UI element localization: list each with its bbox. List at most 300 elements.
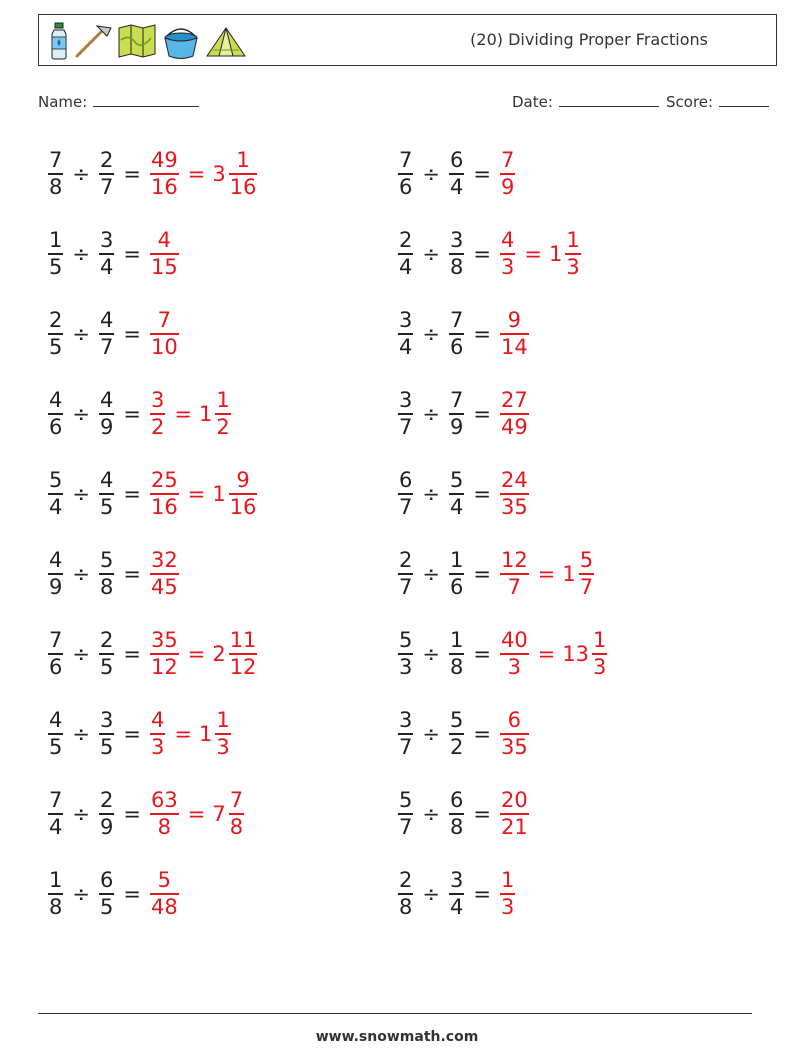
numerator: 7 bbox=[229, 788, 244, 813]
numerator: 5 bbox=[99, 548, 114, 573]
numerator: 6 bbox=[507, 708, 522, 733]
denominator: 5 bbox=[99, 494, 114, 519]
denominator: 3 bbox=[216, 734, 230, 759]
mixed-fraction-part bbox=[229, 630, 258, 678]
denominator: 16 bbox=[150, 174, 178, 199]
denominator: 16 bbox=[150, 494, 178, 519]
divisor-fraction bbox=[99, 710, 114, 758]
dividend-fraction bbox=[48, 630, 63, 678]
denominator: 5 bbox=[49, 734, 63, 759]
answer bbox=[498, 790, 531, 838]
dividend-fraction bbox=[398, 470, 413, 518]
divisor-fraction bbox=[99, 870, 114, 918]
numerator: 5 bbox=[157, 868, 172, 893]
numerator: 2 bbox=[399, 548, 413, 573]
equals-sign: = bbox=[123, 562, 141, 586]
problem-right-5 bbox=[396, 462, 531, 526]
denominator: 7 bbox=[399, 414, 413, 439]
numerator: 1 bbox=[236, 148, 250, 173]
date-label: Date: bbox=[512, 93, 553, 111]
divisor-fraction bbox=[449, 710, 464, 758]
numerator: 3 bbox=[399, 388, 413, 413]
equals-sign: = bbox=[123, 322, 141, 346]
numerator: 4 bbox=[99, 308, 114, 333]
footer-website: www.snowmath.com bbox=[315, 1029, 479, 1045]
numerator: 25 bbox=[150, 468, 178, 493]
equals-sign: = bbox=[473, 162, 491, 186]
equals-sign: = bbox=[537, 562, 556, 586]
divisor-fraction bbox=[449, 390, 464, 438]
tent-icon bbox=[205, 22, 247, 60]
divisor-fraction bbox=[449, 630, 464, 678]
answer bbox=[498, 470, 531, 518]
dividend-fraction bbox=[48, 310, 63, 358]
problem-left-5 bbox=[46, 462, 259, 526]
mixed-whole: 1 bbox=[198, 402, 213, 426]
numerator: 5 bbox=[49, 468, 63, 493]
answer bbox=[148, 550, 181, 598]
answer-fraction bbox=[150, 470, 179, 518]
mixed-fraction-part bbox=[565, 230, 580, 278]
numerator: 40 bbox=[500, 628, 528, 653]
dividend-fraction bbox=[398, 230, 413, 278]
answer bbox=[148, 710, 233, 758]
answer bbox=[148, 470, 259, 518]
divide-sign: ÷ bbox=[422, 402, 440, 426]
divisor-fraction bbox=[99, 310, 114, 358]
divide-sign: ÷ bbox=[422, 882, 440, 906]
equals-sign: = bbox=[473, 402, 491, 426]
divide-sign: ÷ bbox=[72, 802, 90, 826]
denominator: 5 bbox=[99, 894, 114, 919]
numerator: 4 bbox=[49, 708, 63, 733]
mixed-whole: 1 bbox=[548, 242, 563, 266]
equals-sign: = bbox=[537, 642, 556, 666]
equals-sign: = bbox=[473, 882, 491, 906]
denominator: 9 bbox=[500, 174, 515, 199]
denominator: 9 bbox=[99, 414, 114, 439]
answer-fraction bbox=[500, 550, 529, 598]
denominator: 6 bbox=[449, 334, 464, 359]
numerator: 11 bbox=[229, 628, 257, 653]
numerator: 7 bbox=[500, 148, 515, 173]
equals-sign: = bbox=[187, 482, 206, 506]
numerator: 1 bbox=[216, 708, 230, 733]
numerator: 5 bbox=[579, 548, 594, 573]
answer bbox=[498, 870, 517, 918]
divisor-fraction bbox=[99, 790, 114, 838]
divide-sign: ÷ bbox=[72, 482, 90, 506]
axe-icon bbox=[73, 22, 113, 60]
divide-sign: ÷ bbox=[72, 322, 90, 346]
answer bbox=[148, 150, 259, 198]
numerator: 4 bbox=[500, 228, 515, 253]
denominator: 35 bbox=[500, 734, 528, 759]
numerator: 3 bbox=[99, 228, 114, 253]
denominator: 14 bbox=[500, 334, 528, 359]
denominator: 2 bbox=[449, 734, 464, 759]
numerator: 6 bbox=[399, 468, 413, 493]
dividend-fraction bbox=[398, 390, 413, 438]
name-label: Name: bbox=[38, 93, 88, 111]
numerator: 1 bbox=[593, 628, 607, 653]
denominator: 12 bbox=[150, 654, 178, 679]
answer-fraction bbox=[150, 310, 179, 358]
dividend-fraction bbox=[398, 870, 413, 918]
numerator: 4 bbox=[150, 708, 165, 733]
answer-fraction bbox=[500, 390, 529, 438]
dividend-fraction bbox=[398, 710, 413, 758]
answer-fraction bbox=[500, 150, 515, 198]
problem-left-2 bbox=[46, 222, 181, 286]
numerator: 4 bbox=[157, 228, 172, 253]
answer bbox=[498, 630, 609, 678]
numerator: 7 bbox=[49, 148, 63, 173]
dividend-fraction bbox=[398, 310, 413, 358]
equals-sign: = bbox=[174, 722, 192, 746]
answer bbox=[148, 230, 181, 278]
problem-right-1 bbox=[396, 142, 517, 206]
answer bbox=[148, 630, 259, 678]
denominator: 9 bbox=[49, 574, 63, 599]
mixed-fraction-part bbox=[229, 790, 244, 838]
denominator: 7 bbox=[99, 334, 114, 359]
numerator: 6 bbox=[449, 148, 464, 173]
mixed-fraction-part bbox=[229, 150, 258, 198]
water-bottle-icon bbox=[49, 22, 69, 60]
answer-fraction bbox=[150, 790, 179, 838]
numerator: 9 bbox=[507, 308, 522, 333]
numerator: 5 bbox=[399, 628, 413, 653]
answer-fraction bbox=[500, 790, 529, 838]
denominator: 4 bbox=[49, 814, 63, 839]
numerator: 24 bbox=[500, 468, 528, 493]
dividend-fraction bbox=[48, 390, 63, 438]
divide-sign: ÷ bbox=[422, 562, 440, 586]
divisor-fraction bbox=[99, 470, 114, 518]
denominator: 5 bbox=[49, 334, 63, 359]
denominator: 3 bbox=[500, 894, 515, 919]
mixed-whole: 1 bbox=[198, 722, 213, 746]
problem-right-7 bbox=[396, 622, 609, 686]
answer bbox=[498, 310, 531, 358]
answer bbox=[148, 870, 181, 918]
equals-sign: = bbox=[473, 322, 491, 346]
denominator: 7 bbox=[99, 174, 114, 199]
numerator: 49 bbox=[150, 148, 178, 173]
numerator: 2 bbox=[99, 628, 114, 653]
divide-sign: ÷ bbox=[422, 162, 440, 186]
denominator: 8 bbox=[449, 654, 464, 679]
denominator: 7 bbox=[507, 574, 522, 599]
score-field bbox=[666, 92, 769, 111]
equals-sign: = bbox=[187, 642, 206, 666]
denominator: 16 bbox=[229, 494, 257, 519]
numerator: 3 bbox=[449, 228, 464, 253]
problem-right-4 bbox=[396, 382, 531, 446]
numerator: 2 bbox=[399, 868, 413, 893]
denominator: 6 bbox=[49, 654, 63, 679]
answer bbox=[498, 710, 531, 758]
problem-left-3 bbox=[46, 302, 181, 366]
answer-fraction bbox=[150, 230, 179, 278]
equals-sign: = bbox=[123, 402, 141, 426]
mixed-whole: 2 bbox=[212, 642, 226, 666]
divisor-fraction bbox=[449, 150, 464, 198]
numerator: 7 bbox=[49, 788, 63, 813]
denominator: 10 bbox=[150, 334, 178, 359]
numerator: 1 bbox=[449, 628, 464, 653]
equals-sign: = bbox=[473, 802, 491, 826]
dividend-fraction bbox=[398, 790, 413, 838]
equals-sign: = bbox=[473, 482, 491, 506]
denominator: 2 bbox=[216, 414, 230, 439]
denominator: 8 bbox=[157, 814, 172, 839]
denominator: 5 bbox=[99, 654, 114, 679]
denominator: 8 bbox=[49, 174, 63, 199]
denominator: 4 bbox=[99, 254, 114, 279]
name-blank[interactable] bbox=[93, 92, 199, 107]
denominator: 8 bbox=[399, 894, 413, 919]
denominator: 2 bbox=[150, 414, 165, 439]
divide-sign: ÷ bbox=[422, 642, 440, 666]
denominator: 8 bbox=[449, 814, 464, 839]
answer-fraction bbox=[150, 550, 179, 598]
problem-right-6 bbox=[396, 542, 596, 606]
equals-sign: = bbox=[473, 722, 491, 746]
worksheet-header bbox=[38, 14, 777, 66]
problem-left-6 bbox=[46, 542, 181, 606]
numerator: 5 bbox=[449, 468, 464, 493]
denominator: 8 bbox=[99, 574, 114, 599]
divide-sign: ÷ bbox=[72, 242, 90, 266]
answer-fraction bbox=[150, 630, 179, 678]
divisor-fraction bbox=[99, 150, 114, 198]
numerator: 6 bbox=[449, 788, 464, 813]
denominator: 6 bbox=[449, 574, 464, 599]
numerator: 3 bbox=[399, 708, 413, 733]
numerator: 7 bbox=[449, 388, 464, 413]
problem-left-7 bbox=[46, 622, 259, 686]
numerator: 2 bbox=[99, 788, 114, 813]
score-blank[interactable] bbox=[719, 92, 769, 107]
divide-sign: ÷ bbox=[422, 802, 440, 826]
bucket-icon bbox=[161, 22, 201, 60]
denominator: 3 bbox=[593, 654, 607, 679]
denominator: 4 bbox=[449, 494, 464, 519]
equals-sign: = bbox=[524, 242, 542, 266]
denominator: 49 bbox=[500, 414, 528, 439]
divide-sign: ÷ bbox=[422, 322, 440, 346]
equals-sign: = bbox=[123, 242, 141, 266]
answer-fraction bbox=[150, 870, 179, 918]
dividend-fraction bbox=[48, 150, 63, 198]
footer-divider bbox=[38, 1013, 752, 1014]
answer-fraction bbox=[500, 470, 529, 518]
denominator: 6 bbox=[49, 414, 63, 439]
divisor-fraction bbox=[449, 550, 464, 598]
numerator: 20 bbox=[500, 788, 528, 813]
dividend-fraction bbox=[48, 470, 63, 518]
divide-sign: ÷ bbox=[72, 162, 90, 186]
divide-sign: ÷ bbox=[72, 562, 90, 586]
denominator: 9 bbox=[99, 814, 114, 839]
divisor-fraction bbox=[449, 870, 464, 918]
denominator: 35 bbox=[500, 494, 528, 519]
score-label: Score: bbox=[666, 93, 714, 111]
equals-sign: = bbox=[174, 402, 192, 426]
mixed-fraction-part bbox=[579, 550, 594, 598]
divisor-fraction bbox=[99, 630, 114, 678]
numerator: 35 bbox=[150, 628, 178, 653]
problem-left-1 bbox=[46, 142, 259, 206]
denominator: 7 bbox=[579, 574, 594, 599]
mixed-fraction-part bbox=[592, 630, 607, 678]
equals-sign: = bbox=[473, 642, 491, 666]
numerator: 1 bbox=[49, 868, 63, 893]
denominator: 9 bbox=[449, 414, 464, 439]
divide-sign: ÷ bbox=[72, 402, 90, 426]
denominator: 3 bbox=[500, 254, 515, 279]
divide-sign: ÷ bbox=[72, 882, 90, 906]
mixed-fraction-part bbox=[215, 710, 230, 758]
divisor-fraction bbox=[99, 550, 114, 598]
answer bbox=[498, 550, 596, 598]
denominator: 3 bbox=[399, 654, 413, 679]
map-icon bbox=[117, 22, 157, 60]
equals-sign: = bbox=[473, 242, 491, 266]
problem-right-9 bbox=[396, 782, 531, 846]
header-icons bbox=[49, 21, 247, 61]
denominator: 8 bbox=[49, 894, 63, 919]
date-field bbox=[512, 92, 659, 111]
divide-sign: ÷ bbox=[422, 242, 440, 266]
denominator: 7 bbox=[399, 734, 413, 759]
divisor-fraction bbox=[99, 390, 114, 438]
numerator: 9 bbox=[236, 468, 250, 493]
denominator: 7 bbox=[399, 814, 413, 839]
dividend-fraction bbox=[48, 710, 63, 758]
denominator: 12 bbox=[229, 654, 257, 679]
dividend-fraction bbox=[48, 230, 63, 278]
numerator: 27 bbox=[500, 388, 528, 413]
divide-sign: ÷ bbox=[422, 482, 440, 506]
answer-fraction bbox=[500, 630, 529, 678]
numerator: 4 bbox=[49, 388, 63, 413]
problem-right-10 bbox=[396, 862, 517, 926]
worksheet-title: (20) Dividing Proper Fractions bbox=[470, 30, 708, 49]
problem-left-10 bbox=[46, 862, 181, 926]
answer bbox=[148, 790, 246, 838]
numerator: 4 bbox=[99, 468, 114, 493]
denominator: 5 bbox=[49, 254, 63, 279]
problem-left-8 bbox=[46, 702, 233, 766]
dividend-fraction bbox=[398, 150, 413, 198]
numerator: 7 bbox=[157, 308, 172, 333]
dividend-fraction bbox=[48, 550, 63, 598]
mixed-whole: 13 bbox=[562, 642, 590, 666]
divisor-fraction bbox=[449, 310, 464, 358]
answer bbox=[148, 390, 233, 438]
dividend-fraction bbox=[48, 790, 63, 838]
equals-sign: = bbox=[123, 802, 141, 826]
mixed-fraction-part bbox=[229, 470, 258, 518]
answer-fraction bbox=[150, 710, 165, 758]
denominator: 4 bbox=[399, 254, 413, 279]
numerator: 2 bbox=[99, 148, 114, 173]
denominator: 6 bbox=[399, 174, 413, 199]
answer-fraction bbox=[500, 310, 529, 358]
numerator: 3 bbox=[449, 868, 464, 893]
numerator: 6 bbox=[99, 868, 114, 893]
answer-fraction bbox=[500, 870, 515, 918]
equals-sign: = bbox=[123, 722, 141, 746]
answer-fraction bbox=[150, 390, 165, 438]
problem-right-2 bbox=[396, 222, 583, 286]
answer-fraction bbox=[500, 230, 515, 278]
numerator: 2 bbox=[49, 308, 63, 333]
denominator: 8 bbox=[229, 814, 244, 839]
equals-sign: = bbox=[123, 882, 141, 906]
dividend-fraction bbox=[48, 870, 63, 918]
answer bbox=[148, 310, 181, 358]
numerator: 3 bbox=[399, 308, 413, 333]
divide-sign: ÷ bbox=[72, 642, 90, 666]
numerator: 4 bbox=[99, 388, 114, 413]
numerator: 1 bbox=[49, 228, 63, 253]
denominator: 4 bbox=[449, 894, 464, 919]
divisor-fraction bbox=[449, 470, 464, 518]
equals-sign: = bbox=[123, 162, 141, 186]
equals-sign: = bbox=[187, 162, 206, 186]
mixed-whole: 7 bbox=[212, 802, 226, 826]
denominator: 4 bbox=[449, 174, 464, 199]
numerator: 3 bbox=[150, 388, 165, 413]
answer-fraction bbox=[500, 710, 529, 758]
denominator: 16 bbox=[229, 174, 257, 199]
problem-right-8 bbox=[396, 702, 531, 766]
denominator: 48 bbox=[150, 894, 178, 919]
answer bbox=[498, 390, 531, 438]
numerator: 32 bbox=[150, 548, 178, 573]
answer-fraction bbox=[150, 150, 179, 198]
dividend-fraction bbox=[398, 630, 413, 678]
problem-right-3 bbox=[396, 302, 531, 366]
numerator: 3 bbox=[99, 708, 114, 733]
date-blank[interactable] bbox=[559, 92, 659, 107]
numerator: 2 bbox=[399, 228, 413, 253]
name-field bbox=[38, 92, 199, 111]
numerator: 7 bbox=[49, 628, 63, 653]
answer bbox=[498, 230, 583, 278]
divisor-fraction bbox=[449, 230, 464, 278]
denominator: 7 bbox=[399, 494, 413, 519]
divide-sign: ÷ bbox=[72, 722, 90, 746]
equals-sign: = bbox=[187, 802, 206, 826]
denominator: 3 bbox=[150, 734, 165, 759]
denominator: 3 bbox=[566, 254, 580, 279]
numerator: 63 bbox=[150, 788, 178, 813]
equals-sign: = bbox=[473, 562, 491, 586]
problem-left-9 bbox=[46, 782, 246, 846]
denominator: 4 bbox=[49, 494, 63, 519]
numerator: 4 bbox=[49, 548, 63, 573]
denominator: 15 bbox=[150, 254, 178, 279]
mixed-whole: 1 bbox=[562, 562, 576, 586]
equals-sign: = bbox=[123, 482, 141, 506]
numerator: 12 bbox=[500, 548, 528, 573]
numerator: 5 bbox=[399, 788, 413, 813]
